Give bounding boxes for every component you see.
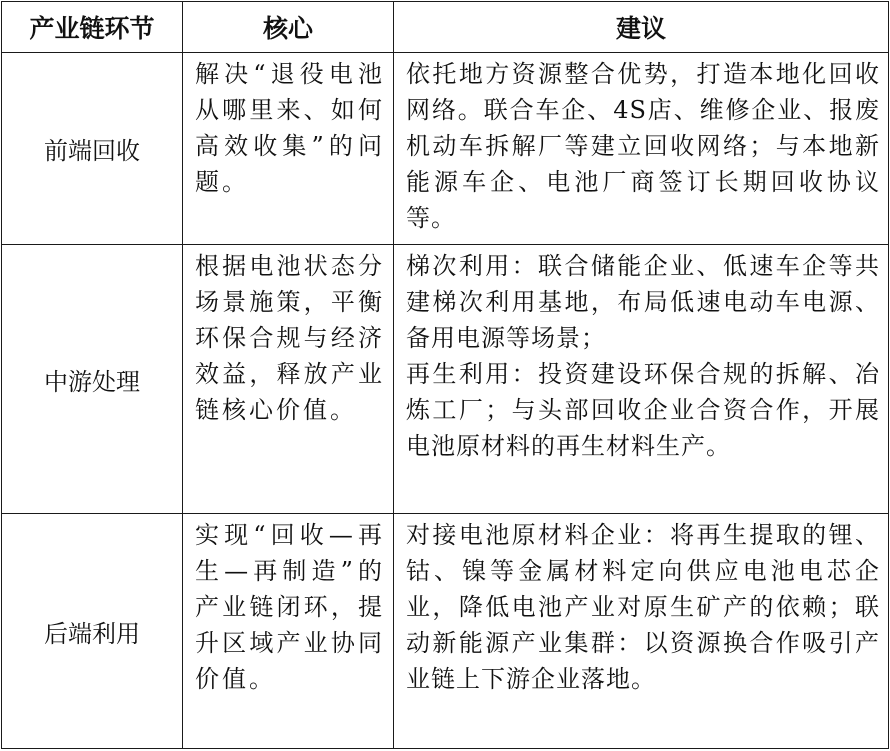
table-row [2, 245, 889, 514]
table-row [2, 53, 889, 245]
header-suggestion: 建议 [394, 2, 889, 53]
core-cell: 解决“退役电池从哪里来、如何高效收集”的问题。 [183, 53, 394, 245]
stage-cell: 中游处理 [2, 245, 183, 514]
suggestion-cell [394, 514, 889, 749]
header-core: 核心 [183, 2, 394, 53]
suggestion-paragraph: 对接电池原材料企业：将再生提取的锂、钴、镍等金属材料定向供应电池电芯企业，降低电池产业对原生矿产的依赖；联动新能源产业集群：以资源换合作吸引产业链上下游企业落地。 [406, 521, 880, 693]
table-row [2, 514, 889, 749]
stage-cell: 后端利用 [2, 514, 183, 749]
suggestion-paragraph: 依托地方资源整合优势，打造本地化回收网络。联合车企、4S店、维修企业、报废机动车拆解厂等建立回收网络；与本地新能源车企、电池厂商签订长期回收协议等。 [406, 60, 880, 232]
suggestion-paragraph: 再生利用：投资建设环保合规的拆解、冶炼工厂；与头部回收企业合资合作，开展电池原材料的再生材料生产。 [406, 360, 880, 460]
recycling-chain-table [1, 1, 889, 749]
suggestion-paragraph: 梯次利用：联合储能企业、低速车企等共建梯次利用基地，布局低速电动车电源、备用电源等场景； [406, 252, 880, 352]
header-stage: 产业链环节 [2, 2, 183, 53]
suggestion-cell [394, 53, 889, 245]
suggestion-cell [394, 245, 889, 514]
stage-cell: 前端回收 [2, 53, 183, 245]
header-row [2, 2, 889, 53]
core-cell: 实现“回收—再生—再制造”的产业链闭环，提升区域产业协同价值。 [183, 514, 394, 749]
core-cell: 根据电池状态分场景施策，平衡环保合规与经济效益，释放产业链核心价值。 [183, 245, 394, 514]
